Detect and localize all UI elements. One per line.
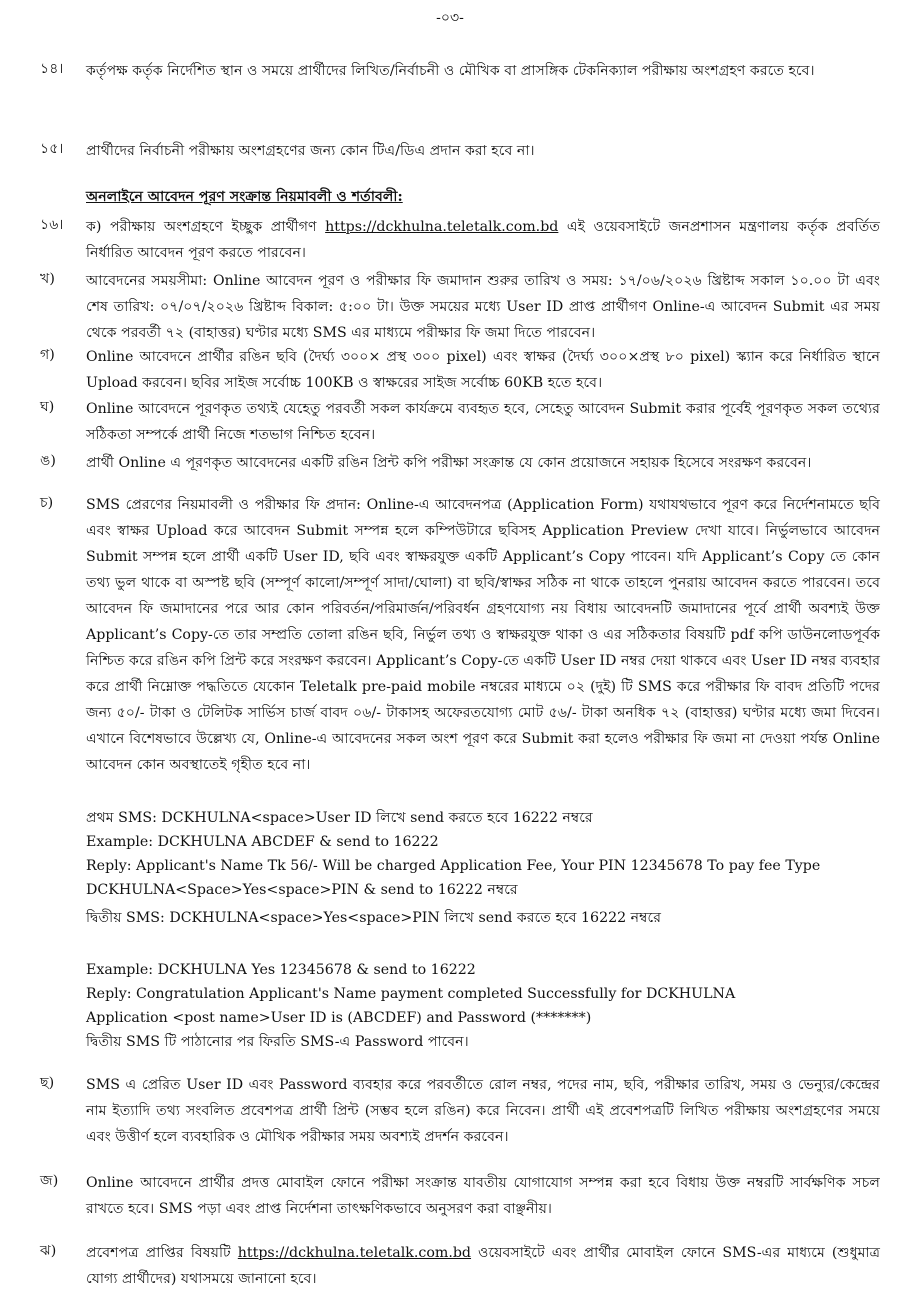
clause-gha xyxy=(40,396,880,448)
clause-marker: ১৪। xyxy=(40,61,64,77)
sms-note: দ্বিতীয় SMS টি পাঠানোর পর ফিরতি SMS-এ Password পাবেন। xyxy=(86,1034,469,1050)
clause-16-ka xyxy=(40,214,880,266)
sms-reply-continued: DCKHULNA<Space>Yes<space>PIN & send to 16222 নম্বরে xyxy=(86,882,518,898)
clause-marker: চ) xyxy=(40,495,54,511)
page-number: -০৩- xyxy=(436,10,464,26)
clause-marker: ছ) xyxy=(40,1075,55,1091)
clause-text: প্রার্থীদের নির্বাচনী পরীক্ষায় অংশগ্রহণের জন্য কোন টিএ/ডিএ প্রদান করা হবে না। xyxy=(86,143,535,159)
clause-marker: খ) xyxy=(40,271,55,287)
clause-text: Online আবেদনে প্রার্থীর রঙিন ছবি (দৈর্ঘ্য ৩০০× প্রস্থ ৩০০ pixel) এবং স্বাক্ষর (দৈর্ঘ্য ৩০০×প্রস্থ ৮০ pixel) স্ক্যান করে নির্ধারিত স্থানে Upload করবেন। ছবির সাইজ সর্বোচ্চ 100KB ও স্বাক্ষরের সাইজ সর্বোচ্চ 60KB হতে হবে। xyxy=(86,349,880,391)
sms-reply-continued: Application <post name>User ID is (ABCDEF) and Password (*******) xyxy=(86,1010,592,1026)
clause-marker: জ) xyxy=(40,1173,59,1189)
clause-text: কর্তৃপক্ষ কর্তৃক নির্দেশিত স্থান ও সময়ে প্রার্থীদের লিখিত/নির্বাচনী ও মৌখিক বা প্রাসঙ্গিক টেকনিক্যাল পরীক্ষায় অংশগ্রহণ করতে হবে। xyxy=(86,63,815,79)
text-after-link: ওয়েবসাইটে এবং প্রার্থীর মোবাইল ফোনে SMS-এর মাধ্যমে (শুধুমাত্র যোগ্য প্রার্থীদের) যথাসময়ে জানানো হবে। xyxy=(86,1245,880,1287)
clause-cha xyxy=(40,492,880,778)
sms-second-instructions xyxy=(86,906,886,930)
clause-text: SMS প্রেরণের নিয়মাবলী ও পরীক্ষার ফি প্রদান: Online-এ আবেদনপত্র (Application Form) যথাযথভাবে পূরণ করে নির্দেশনামতে ছবি এবং স্বাক্ষর Upload করে আবেদন Submit সম্পন্ন হলে কম্পিউটারে ছবিসহ Application Preview দেখা যাবে। নির্ভুলভাবে আবেদন Submit সম্পন্ন হলে প্রার্থী একটি User ID, ছবি এবং স্বাক্ষরযুক্ত একটি Applicant’s Copy পাবেন। যদি Applicant’s Copy তে কোন তথ্য ভুল থাকে বা অস্পষ্ট ছবি (সম্পূর্ণ কালো/সম্পূর্ণ সাদা/ঘোলা) বা ছবি/স্বাক্ষর সঠিক না থাকে তাহলে পুনরায় আবেদন করতে পারবেন। তবে আবেদন ফি জমাদানের পরে আর কোন পরিবর্তন/পরিমার্জন/পরিবর্ধন গ্রহণযোগ্য নয় বিধায় আবেদনটি জমাদানের পূর্বে প্রার্থী অবশ্যই উক্ত Applicant’s Copy-তে তার সম্প্রতি তোলা রঙিন ছবি, নির্ভুল তথ্য ও স্বাক্ষরযুক্ত থাকা ও এর সঠিকতার বিষয়টি pdf কপি ডাউনলোডপূর্বক নিশ্চিত করে রঙিন কপি প্রিন্ট করে সংরক্ষণ করবেন। Applicant’s Copy-তে একটি User ID নম্বর দেয়া থাকবে এবং User ID নম্বর ব্যবহার করে প্রার্থী নিম্নোক্ত পদ্ধতিতে যেকোন Teletalk pre-paid mobile নম্বরের মাধ্যমে ০২ (দুই) টি SMS করে পরীক্ষার ফি বাবদ প্রতিটি পদের জন্য ৫০/- টাকা ও টেলিটক সার্ভিস চার্জ বাবদ ০৬/- টাকাসহ অফেরতযোগ্য মোট ৫৬/- টাকা অনধিক ৭২ (বাহাত্তর) ঘণ্টার মধ্যে জমা দিবেন। এখানে বিশেষভাবে উল্লেখ্য যে, Online-এ আবেদনের সকল অংশ পূরণ করে Submit করা হলেও পরীক্ষার ফি জমা না দেওয়া পর্যন্ত Online আবেদন কোন অবস্থাতেই গৃহীত হবে না। xyxy=(86,497,880,773)
clause-chha xyxy=(40,1072,880,1150)
clause-text xyxy=(86,214,880,266)
text-before-link: ক) পরীক্ষায় অংশগ্রহণে ইচ্ছুক প্রার্থীগণ xyxy=(86,219,326,235)
clause-ga xyxy=(40,344,880,396)
sms-line: দ্বিতীয় SMS: DCKHULNA<space>Yes<space>PIN লিখে send করতে হবে 16222 নম্বরে xyxy=(86,910,661,926)
text-after-link: এই ওয়েবসাইটে জনপ্রশাসন মন্ত্রণালয় কর্তৃক প্রবর্তিত নির্ধারিত আবেদন পূরণ করতে পারবেন। xyxy=(86,219,880,261)
sms-reply: Reply: Congratulation Applicant's Name payment completed Successfully for DCKHULNA xyxy=(86,986,736,1002)
clause-kha xyxy=(40,268,880,346)
clause-umo xyxy=(40,450,880,476)
clause-marker: ঘ) xyxy=(40,399,55,415)
clause-jha xyxy=(40,1240,880,1292)
clause-text: Online আবেদনে পূরণকৃত তথ্যই যেহেতু পরবর্তী সকল কার্যক্রমে ব্যবহৃত হবে, সেহেতু আবেদন Submit করার পূর্বেই পূরণকৃত সকল তথ্যের সঠিকতা সম্পর্কে প্রার্থী নিজে শতভাগ নিশ্চিত হবেন। xyxy=(86,401,880,443)
sms-reply: Reply: Applicant's Name Tk 56/- Will be charged Application Fee, Your PIN 12345678 To pay fee Type xyxy=(86,858,821,874)
website-link[interactable]: https://dckhulna.teletalk.com.bd xyxy=(237,1245,472,1261)
section-heading: অনলাইনে আবেদন পূরণ সংক্রান্ত নিয়মাবলী ও শর্তাবলী: xyxy=(86,189,403,205)
sms-line: প্রথম SMS: DCKHULNA<space>User ID লিখে send করতে হবে 16222 নম্বরে xyxy=(86,810,593,826)
clause-text: Online আবেদনে প্রার্থীর প্রদত্ত মোবাইল ফোনে পরীক্ষা সংক্রান্ত যাবতীয় যোগাযোগ সম্পন্ন করা হবে বিধায় উক্ত নম্বরটি সার্বক্ষণিক সচল রাখতে হবে। SMS পড়া এবং প্রাপ্ত নির্দেশনা তাৎক্ষণিকভাবে অনুসরণ করা বাঞ্ছনীয়। xyxy=(86,1175,880,1217)
clause-text: প্রার্থী Online এ পূরণকৃত আবেদনের একটি রঙিন প্রিন্ট কপি পরীক্ষা সংক্রান্ত যে কোন প্রয়োজনে সহায়ক হিসেবে সংরক্ষণ করবেন। xyxy=(86,455,812,471)
clause-marker: ১৫। xyxy=(40,141,64,157)
clause-marker: ১৬। xyxy=(40,217,64,233)
website-link[interactable]: https://dckhulna.teletalk.com.bd xyxy=(325,219,559,235)
text-before-link: প্রবেশপত্র প্রাপ্তির বিষয়টি xyxy=(86,1245,238,1261)
sms-second-example xyxy=(86,958,886,1054)
clause-15 xyxy=(40,138,880,164)
sms-example: Example: DCKHULNA ABCDEF & send to 16222 xyxy=(86,834,439,850)
clause-marker: ঝ) xyxy=(40,1243,57,1259)
sms-example: Example: DCKHULNA Yes 12345678 & send to 16222 xyxy=(86,962,476,978)
clause-text xyxy=(86,1240,880,1292)
clause-14 xyxy=(40,58,880,84)
clause-marker: ঙ) xyxy=(40,453,56,469)
clause-text: আবেদনের সময়সীমা: Online আবেদন পূরণ ও পরীক্ষার ফি জমাদান শুরুর তারিখ ও সময়: ১৭/০৬/২০২৬ খ্রিষ্টাব্দ সকাল ১০.০০ টা এবং শেষ তারিখ: ০৭/০৭/২০২৬ খ্রিষ্টাব্দ বিকাল: ৫:০০ টা। উক্ত সময়ের মধ্যে User ID প্রাপ্ত প্রার্থীগণ Online-এ আবেদন Submit এর সময় থেকে পরবর্তী ৭২ (বাহাত্তর) ঘণ্টার মধ্যে SMS এর মাধ্যমে পরীক্ষার ফি জমা দিতে পারবেন। xyxy=(86,273,880,341)
clause-text: SMS এ প্রেরিত User ID এবং Password ব্যবহার করে পরবর্তীতে রোল নম্বর, পদের নাম, ছবি, পরীক্ষার তারিখ, সময় ও ভেন্যুর/কেন্দ্রের নাম ইত্যাদি তথ্য সংবলিত প্রবেশপত্র প্রার্থী প্রিন্ট (সম্ভব হলে রঙিন) করে নিবেন। প্রার্থী এই প্রবেশপত্রটি লিখিত পরীক্ষায় অংশগ্রহণের সময়ে এবং উত্তীর্ণ হলে ব্যবহারিক ও মৌখিক পরীক্ষার সময় অবশ্যই প্রদর্শন করবেন। xyxy=(86,1077,880,1145)
sms-first-instructions xyxy=(86,806,886,902)
clause-ja xyxy=(40,1170,880,1222)
clause-marker: গ) xyxy=(40,347,55,363)
